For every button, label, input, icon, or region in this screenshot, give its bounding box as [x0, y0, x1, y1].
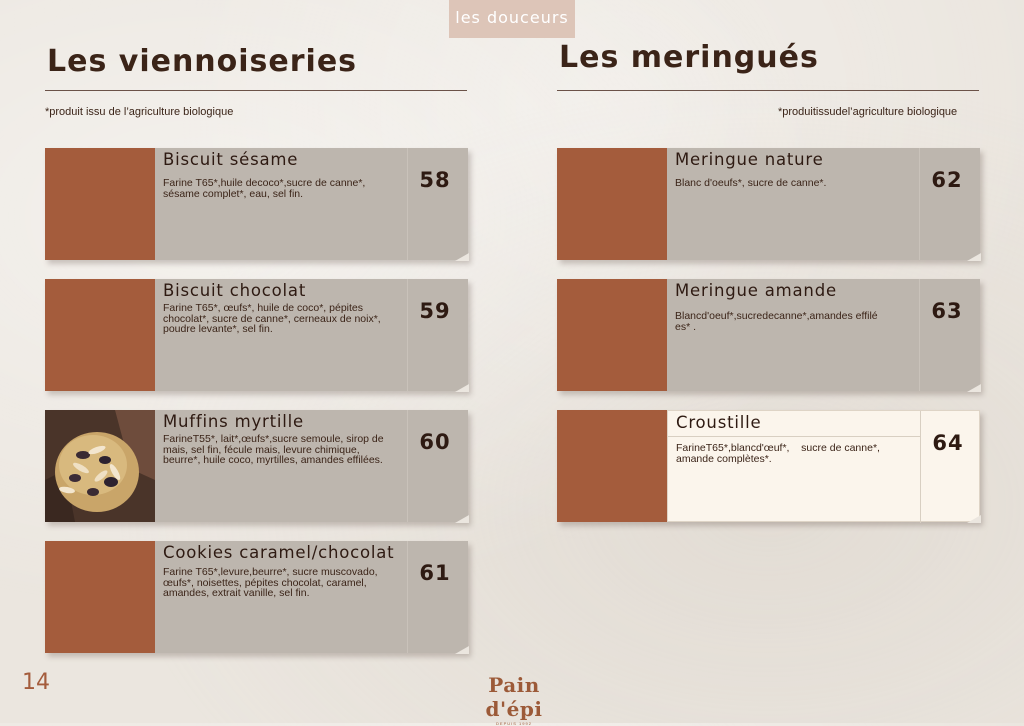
item-description: FarineT55*, lait*,œufs*,sucre semoule, sirop de mais, sel fin, fécule mais, levure chimique, beurre*, huile coco, myrtilles, amandes effilées.	[163, 433, 384, 466]
menu-item	[557, 148, 980, 260]
item-description: Blancd'oeuf*,sucredecanne*,amandes effilé es* .	[675, 310, 878, 333]
item-name: Meringue nature	[675, 150, 824, 169]
item-description: Farine T65*,huile decoco*,sucre de canne*, sésame complet*, eau, sel fin.	[163, 177, 366, 200]
item-divider	[919, 148, 920, 260]
left-organic-note: *produit issu de l’agriculture biologique	[45, 106, 234, 118]
item-divider	[919, 279, 920, 391]
item-card	[155, 541, 468, 653]
page-curl	[455, 515, 469, 523]
item-price: 60	[419, 430, 451, 454]
page-curl	[967, 515, 981, 523]
item-price: 59	[419, 299, 451, 323]
menu-item	[45, 541, 468, 653]
item-divider	[407, 148, 408, 260]
item-description: Farine T65*, œufs*, huile de coco*, pépites chocolat*, sucre de canne*, cerneaux de noix*, poudre levante*, sel fin.	[163, 302, 381, 335]
page-curl	[967, 253, 981, 261]
item-card	[667, 279, 980, 391]
item-thumbnail	[45, 279, 155, 391]
item-name: Muffins myrtille	[163, 412, 304, 431]
item-price: 62	[931, 168, 963, 192]
brand-logo	[459, 673, 569, 726]
page-curl	[967, 384, 981, 392]
item-thumbnail	[557, 279, 667, 391]
item-description: FarineT65*,blancd'œuf*, sucre de canne*, amande complètes*.	[676, 442, 883, 465]
section-tag: les douceurs	[449, 0, 575, 38]
item-divider	[407, 279, 408, 391]
item-divider	[407, 410, 408, 522]
item-name: Biscuit chocolat	[163, 281, 307, 300]
item-divider	[407, 541, 408, 653]
muffin-photo-image	[45, 410, 155, 522]
menu-item	[45, 148, 468, 260]
item-thumbnail	[557, 148, 667, 260]
item-name: Cookies caramel/chocolat	[163, 543, 395, 562]
item-name: Meringue amande	[675, 281, 837, 300]
name-underline	[668, 436, 920, 437]
item-description: Farine T65*,levure,beurre*, sucre muscovado, œufs*, noisettes, pépites chocolat, caramel, amandes, extrait vanille, sel fin.	[163, 566, 378, 599]
brand-name: Pain d'épi	[485, 673, 543, 721]
item-divider	[920, 411, 921, 523]
right-title-rule	[557, 90, 979, 91]
menu-item	[45, 410, 468, 522]
item-card	[155, 410, 468, 522]
page-curl	[455, 253, 469, 261]
left-title-rule	[45, 90, 467, 91]
item-thumbnail	[45, 541, 155, 653]
item-name: Biscuit sésame	[163, 150, 299, 169]
menu-item	[45, 279, 468, 391]
left-section-title: Les viennoiseries	[47, 44, 358, 79]
right-section-title: Les meringués	[559, 40, 819, 75]
item-card	[155, 279, 468, 391]
item-thumbnail	[45, 148, 155, 260]
item-card	[667, 148, 980, 260]
item-card	[667, 410, 980, 522]
item-card	[155, 148, 468, 260]
page-curl	[455, 384, 469, 392]
menu-item	[557, 410, 980, 522]
muffin-photo	[45, 410, 155, 522]
item-price: 61	[419, 561, 451, 585]
brand-since: DEPUIS 1992	[496, 721, 532, 726]
item-thumbnail	[557, 410, 667, 522]
page-number: 14	[22, 670, 50, 695]
item-name: Croustille	[676, 413, 762, 432]
item-price: 58	[419, 168, 451, 192]
menu-item	[557, 279, 980, 391]
page-curl	[455, 646, 469, 654]
item-price: 64	[932, 431, 964, 455]
item-price: 63	[931, 299, 963, 323]
right-organic-note: *produitissudel’agriculture biologique	[778, 106, 958, 118]
item-description: Blanc d'oeufs*, sucre de canne*.	[675, 177, 827, 189]
